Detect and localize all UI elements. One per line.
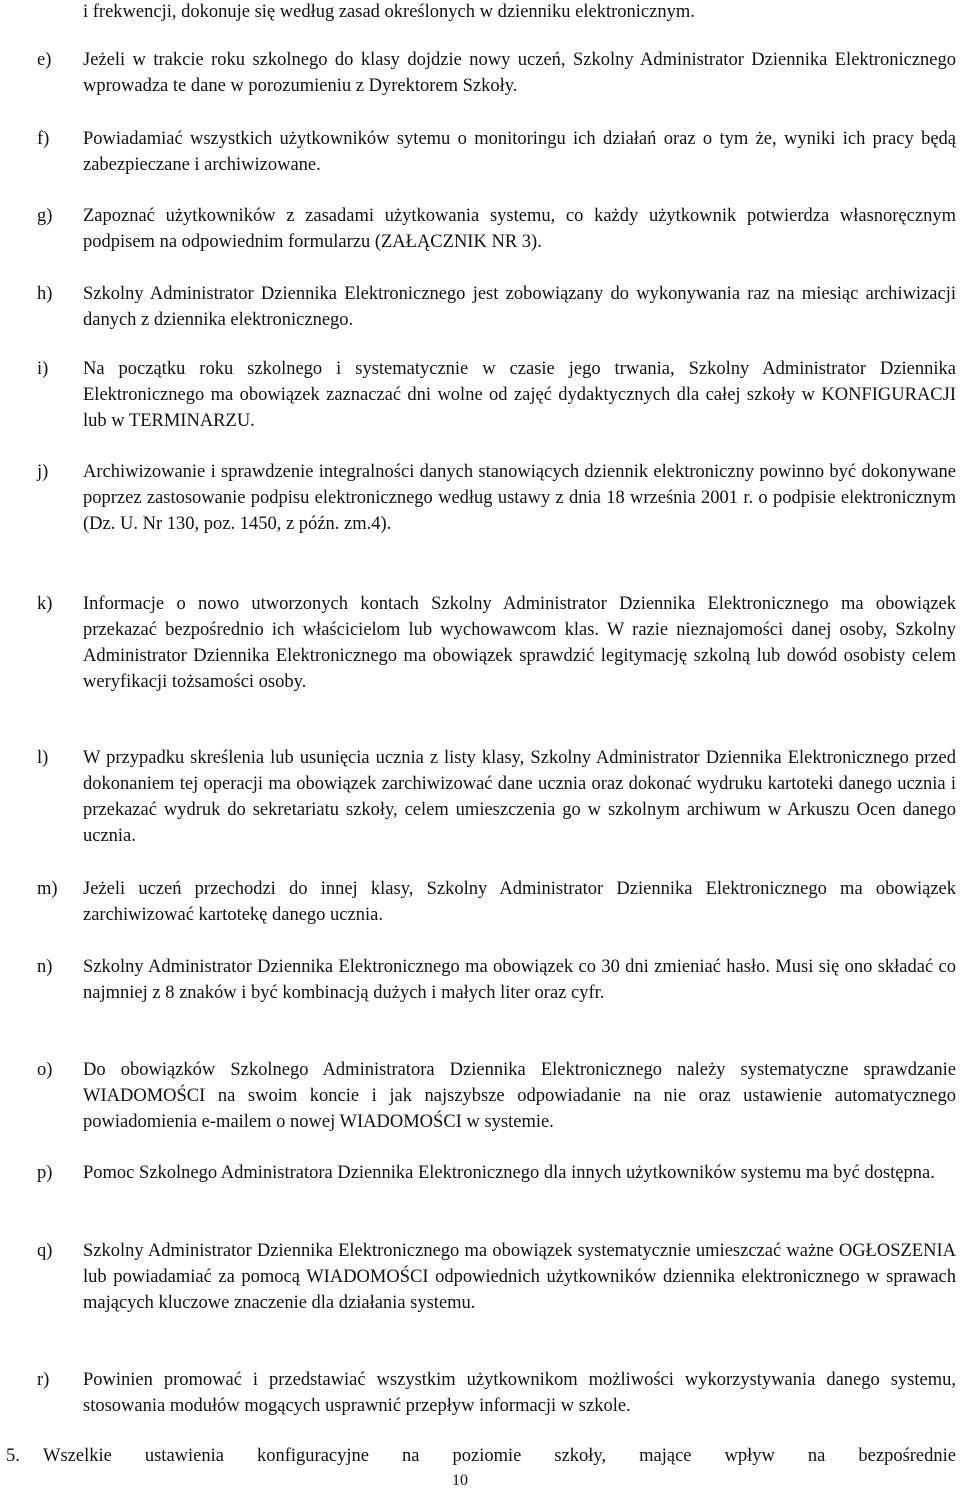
list-item-label: o) <box>37 1060 53 1080</box>
list-item-text: Do obowiązków Szkolnego Administratora Dziennika Elektronicznego należy systematyczne sprawdzanie WIADOMOŚCI na swoim koncie i jak najszybsze odpowiadanie na nie oraz ustawienie automatycznego powiadomienia e-mailem o nowej WIADOMOŚCI w systemie. <box>83 1060 956 1132</box>
list-item-label: m) <box>37 879 58 899</box>
list-item-text: Na początku roku szkolnego i systematycznie w czasie jego trwania, Szkolny Administrator Dziennika Elektronicznego ma obowiązek zaznaczać dni wolne od zajęć dydaktycznych dla całej szkoły w KONFIGURACJI lub w TERMINARZU. <box>83 359 956 431</box>
list-item-text: Informacje o nowo utworzonych kontach Szkolny Administrator Dziennika Elektronicznego ma obowiązek przekazać bezpośrednio ich właścicielom lub wychowawcom klas. W razie nieznajomości danej osoby, Szkolny Administrator Dziennika Elektronicznego ma obowiązek sprawdzić legitymację szkolną lub dowód osobisty celem weryfikacji tożsamości osoby. <box>83 594 956 692</box>
list-item-text: Szkolny Administrator Dziennika Elektronicznego jest zobowiązany do wykonywania raz na miesiąc archiwizacji danych z dziennika elektronicznego. <box>83 284 956 330</box>
list-item-label: h) <box>37 284 53 304</box>
list-item-label: j) <box>37 462 49 482</box>
list-item-text: Jeżeli uczeń przechodzi do innej klasy, Szkolny Administrator Dziennika Elektronicznego ma obowiązek zarchiwizować kartotekę danego ucznia. <box>83 879 956 925</box>
continuation-line: i frekwencji, dokonuje się według zasad określonych w dzienniku elektronicznym. <box>83 2 695 22</box>
list-item-label: r) <box>37 1370 50 1390</box>
list-item-label: i) <box>37 359 49 379</box>
section-number: 5. <box>6 1446 20 1466</box>
list-item-label: p) <box>37 1163 53 1183</box>
list-item-label: k) <box>37 594 53 614</box>
list-item-label: l) <box>37 748 49 768</box>
list-item-label: f) <box>37 129 50 149</box>
list-item-label: e) <box>37 50 52 70</box>
list-item-label: n) <box>37 957 53 977</box>
page-number: 10 <box>452 1472 468 1489</box>
list-item-label: g) <box>37 206 53 226</box>
list-item-text: Pomoc Szkolnego Administratora Dziennika Elektronicznego dla innych użytkowników systemu ma być dostępna. <box>83 1163 935 1183</box>
list-item-text: Szkolny Administrator Dziennika Elektronicznego ma obowiązek co 30 dni zmieniać hasło. Musi się ono składać co najmniej z 8 znaków i być kombinacją dużych i małych liter oraz cyfr. <box>83 957 956 1003</box>
list-item-text: Szkolny Administrator Dziennika Elektronicznego ma obowiązek systematycznie umieszczać ważne OGŁOSZENIA lub powiadamiać za pomocą WIADOMOŚCI odpowiednich użytkowników dziennika elektronicznego w sprawach mających kluczowe znaczenie dla działania systemu. <box>83 1241 956 1313</box>
list-item-text: Zapoznać użytkowników z zasadami użytkowania systemu, co każdy użytkownik potwierdza własnoręcznym podpisem na odpowiednim formularzu (ZAŁĄCZNIK NR 3). <box>83 206 956 252</box>
list-item-label: q) <box>37 1241 53 1261</box>
list-item-text: W przypadku skreślenia lub usunięcia ucznia z listy klasy, Szkolny Administrator Dziennika Elektronicznego przed dokonaniem tej operacji ma obowiązek zarchiwizować dane ucznia oraz dokonać wydruku kartoteki danego ucznia i przekazać wydruk do sekretariatu szkoły, celem umieszczenia go w szkolnym archiwum w Arkuszu Ocen danego ucznia. <box>83 748 956 846</box>
list-item-text: Archiwizowanie i sprawdzenie integralności danych stanowiących dziennik elektroniczny powinno być dokonywane poprzez zastosowanie podpisu elektronicznego według ustawy z dnia 18 września 2001 r. o podpisie elektronicznym (Dz. U. Nr 130, poz. 1450, z późn. zm.4). <box>83 462 956 534</box>
section-text: Wszelkie ustawienia konfiguracyjne na poziomie szkoły, mające wpływ na bezpośrednie <box>43 1446 956 1466</box>
list-item-text: Powiadamiać wszystkich użytkowników sytemu o monitoringu ich działań oraz o tym że, wyniki ich pracy będą zabezpieczane i archiwizowane. <box>83 129 956 175</box>
list-item-text: Jeżeli w trakcie roku szkolnego do klasy dojdzie nowy uczeń, Szkolny Administrator Dziennika Elektronicznego wprowadza te dane w porozumieniu z Dyrektorem Szkoły. <box>83 50 956 96</box>
list-item-text: Powinien promować i przedstawiać wszystkim użytkownikom możliwości wykorzystywania danego systemu, stosowania modułów mogących usprawnić przepływ informacji w szkole. <box>83 1370 956 1416</box>
